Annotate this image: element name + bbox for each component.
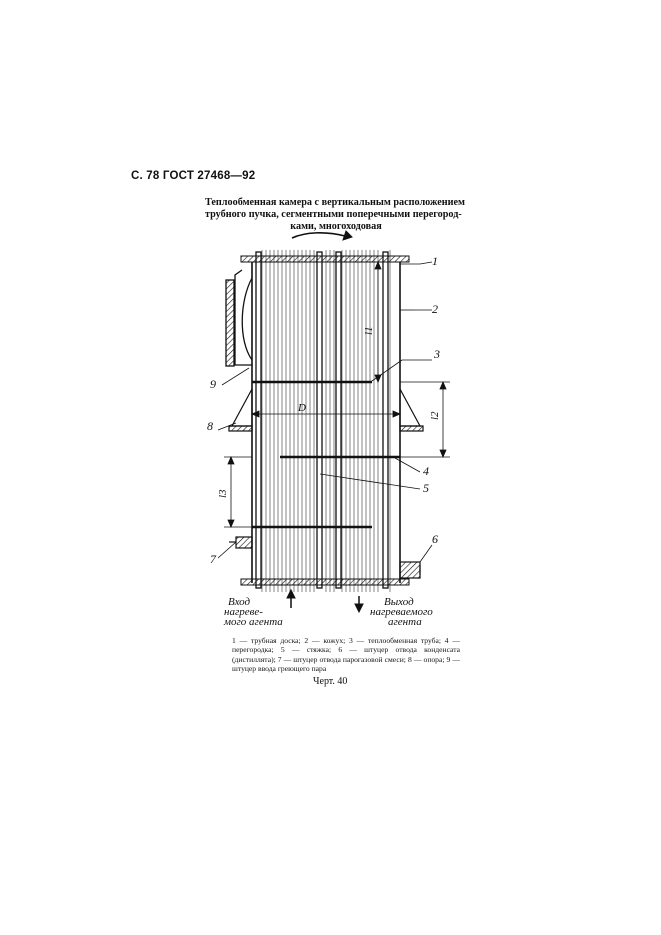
caption-line-3: ками, многоходовая <box>290 221 382 232</box>
callout-3: 3 <box>434 347 440 361</box>
outlet-line-3: агента <box>388 616 422 628</box>
dimension-d-label: D <box>298 402 306 414</box>
figure-number: Черт. 40 <box>313 676 348 687</box>
inlet-line-1: Вход <box>228 596 251 608</box>
gas-vent-nozzle <box>229 537 252 548</box>
callout-2: 2 <box>432 302 438 316</box>
condensate-outlet-nozzle <box>400 562 420 578</box>
callout-labels <box>207 254 440 566</box>
callout-8: 8 <box>207 419 213 433</box>
callout-6: 6 <box>432 532 438 546</box>
callout-7: 7 <box>210 552 216 566</box>
inlet-label <box>223 596 283 628</box>
callout-5: 5 <box>423 481 429 495</box>
callout-4: 4 <box>423 464 429 478</box>
outlet-arrow-icon <box>355 596 363 612</box>
callout-1: 1 <box>432 254 438 268</box>
caption-line-2: трубного пучка, сегментными поперечными перегород- <box>205 209 462 220</box>
page-header: С. 78 ГОСТ 27468—92 <box>131 170 256 182</box>
dimension-lines <box>224 262 450 527</box>
inlet-line-3: мого агента <box>224 616 283 628</box>
tube-bundle <box>262 250 390 592</box>
outlet-label <box>370 596 433 628</box>
inlet-line-2: нагреве- <box>224 606 263 618</box>
outlet-line-1: Выход <box>384 596 414 608</box>
callout-9: 9 <box>210 377 216 391</box>
legend: 1 — трубная доска; 2 — кожух; 3 — теплообменная труба; 4 — перегородка; 5 — стяжка; 6 — штуцер отвода конденсата (дистиллята); 7 — штуцер отвода парогазовой смеси; 8 — опора; 9 — штуцер ввода греющего пара <box>232 636 460 674</box>
flow-direction-arrow-icon <box>292 231 352 240</box>
dimension-labels <box>217 326 441 498</box>
outlet-line-2: нагреваемого <box>370 606 433 618</box>
dimension-l2-label: l2 <box>429 411 441 420</box>
dimension-l1-label: l1 <box>363 326 375 335</box>
tie-rods <box>256 252 388 588</box>
dimension-l3-label: l3 <box>217 489 229 498</box>
inlet-arrow-icon <box>287 590 295 608</box>
caption-line-1: Теплообменная камера с вертикальным расположением <box>205 197 465 208</box>
steam-inlet-nozzle <box>226 270 252 366</box>
